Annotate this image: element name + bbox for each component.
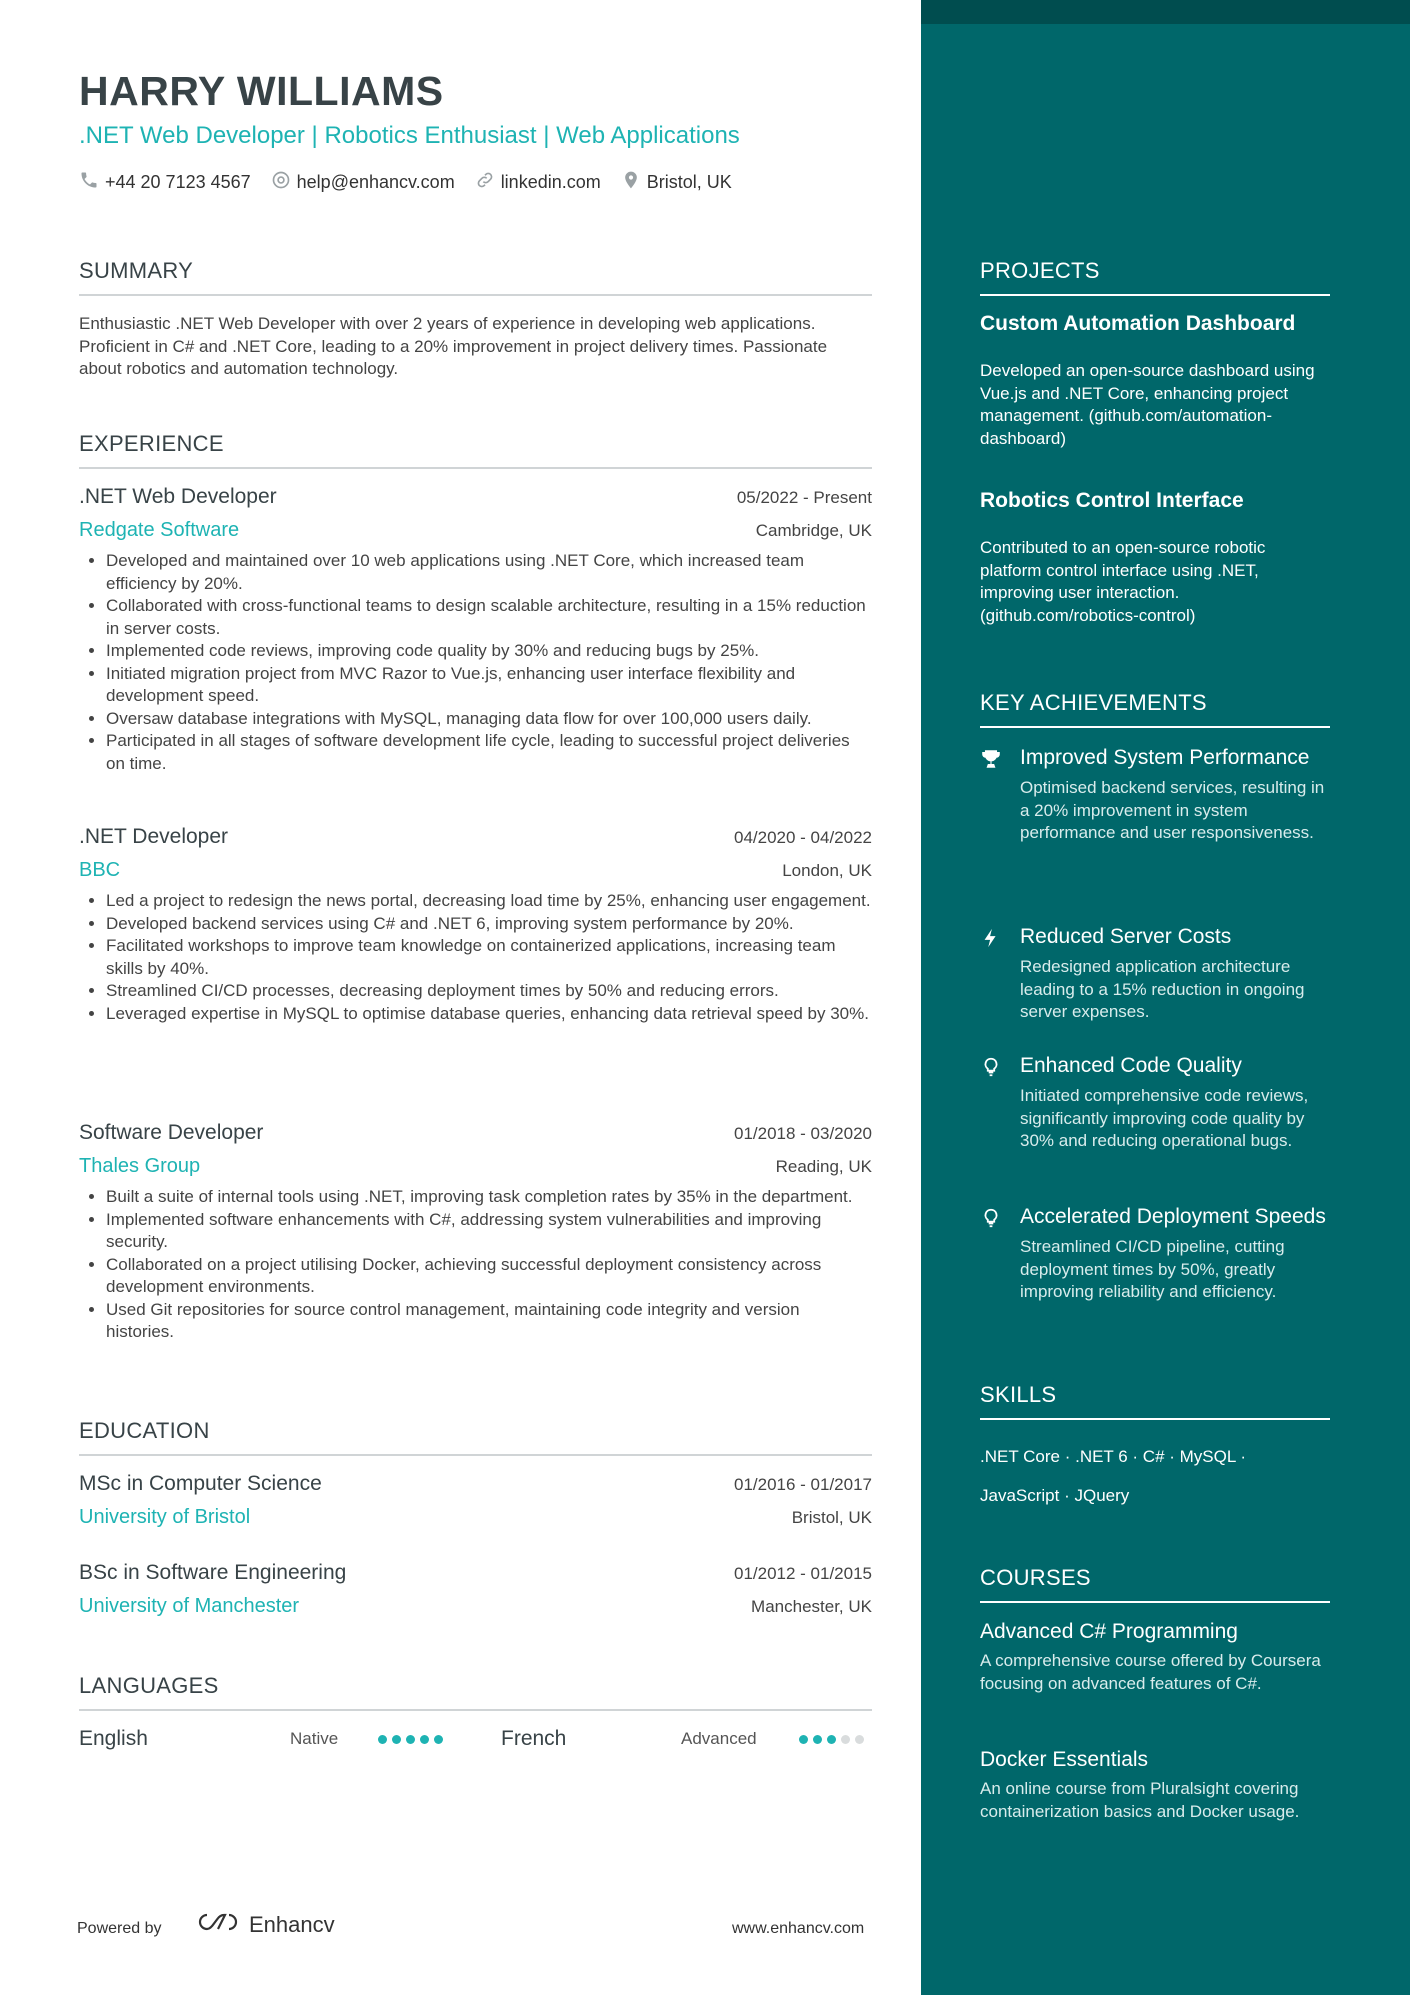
achievement-entry [980,1203,1330,1304]
skills-line: .NET Core · .NET 6 · C# · MySQL · [980,1447,1247,1466]
job-entry [79,485,872,775]
bullet-item: • Implemented software enhancements with C#, addressing system vulnerabilities and improving security. [106,1209,872,1254]
linkedin-text[interactable]: linkedin.com [500,172,601,192]
bullet-item: • Collaborated on a project utilising Docker, achieving successful deployment consistency across development environments. [106,1254,872,1299]
dot-filled [813,1735,822,1744]
course-entry [980,1620,1330,1695]
achievement-entry [980,923,1330,1024]
dot-filled [406,1735,415,1744]
language-name: French [501,1727,567,1750]
language-level: Native [290,1729,339,1748]
language-proficiency-dots [378,1735,443,1744]
bullet-item: • Used Git repositories for source control management, maintaining code integrity and version histories. [106,1299,872,1344]
job-entry [79,825,872,1025]
projects-heading: PROJECTS [980,258,1330,296]
bullet-item: • Initiated migration project from MVC Razor to Vue.js, enhancing user interface flexibility and development speed. [106,663,872,708]
sidebar-column [921,0,1410,1995]
contact-location [621,170,732,195]
contact-bar [79,170,732,195]
skills-line: JavaScript · JQuery [980,1486,1130,1505]
course-description: A comprehensive course offered by Coursera focusing on advanced features of C#. [980,1651,1321,1693]
lightbulb-icon [980,1065,1002,1082]
bullet-item: • Participated in all stages of software development life cycle, leading to successful project deliveries on time. [106,730,872,775]
skills-heading: SKILLS [980,1382,1330,1420]
job-role: .NET Developer [79,825,229,848]
course-title: Advanced C# Programming [980,1620,1238,1643]
job-bullets [79,890,872,1025]
job-date: 01/2018 - 03/2020 [733,1124,872,1143]
job-entry [79,1121,872,1344]
job-company: Thales Group [79,1155,201,1177]
bullet-item: • Facilitated workshops to improve team knowledge on containerized applications, increasing team skills by 40%. [106,935,872,980]
language-entry [501,1727,864,1751]
link-icon [475,170,495,195]
dot-filled [434,1735,443,1744]
language-proficiency-dots [799,1735,864,1744]
email-text[interactable]: help@enhancv.com [296,172,455,192]
achievement-entry [980,1052,1330,1153]
course-title: Docker Essentials [980,1748,1149,1771]
lightning-icon [980,936,1002,953]
achievement-description: Streamlined CI/CD pipeline, cutting deployment times by 50%, greatly improving reliability and efficiency. [1020,1237,1285,1301]
bullet-item: • Built a suite of internal tools using .NET, improving task completion rates by 35% in the department. [106,1186,872,1209]
bullet-item: • Leveraged expertise in MySQL to optimise database queries, enhancing data retrieval speed by 30%. [106,1003,872,1026]
lightbulb-icon [980,1216,1002,1233]
dot-filled [420,1735,429,1744]
education-location: Manchester, UK [751,1597,872,1616]
achievement-entry [980,744,1330,845]
education-heading: EDUCATION [79,1418,872,1456]
project-entry [980,489,1330,627]
education-date: 01/2012 - 01/2015 [733,1564,872,1583]
languages-heading: LANGUAGES [79,1673,872,1711]
education-entry [79,1561,872,1618]
achievement-description: Optimised backend services, resulting in a 20% improvement in system performance and user responsiveness. [1020,778,1325,842]
project-description: Developed an open-source dashboard using Vue.js and .NET Core, enhancing project management. (github.com/automation-dashboard) [980,361,1315,448]
location-text: Bristol, UK [646,172,732,192]
location-pin-icon [621,170,641,195]
courses-heading: COURSES [980,1565,1330,1603]
achievement-title: Reduced Server Costs [1020,925,1232,948]
dot-filled [827,1735,836,1744]
achievement-title: Improved System Performance [1020,746,1310,769]
achievement-description: Redesigned application architecture leading to a 15% reduction in ongoing server expenses. [1020,957,1305,1021]
dot-filled [799,1735,808,1744]
enhancv-logo[interactable] [195,1910,335,1940]
education-degree: BSc in Software Engineering [79,1561,347,1584]
bullet-item: • Led a project to redesign the news portal, decreasing load time by 25%, enhancing user engagement. [106,890,872,913]
education-location: Bristol, UK [791,1508,872,1527]
summary-text: Enthusiastic .NET Web Developer with over 2 years of experience in developing web applications. Proficient in C# and .NET Core, leading to a 20% improvement in project delivery times. Passionate about robotics and automation technology. [79,314,828,378]
job-location: Reading, UK [775,1157,872,1176]
achievement-title: Enhanced Code Quality [1020,1054,1242,1077]
sidebar-top-band [921,0,1410,24]
job-bullets [79,1186,872,1344]
education-degree: MSc in Computer Science [79,1472,322,1495]
powered-by-label: Powered by [77,1920,162,1937]
job-bullets [79,550,872,775]
job-company: Redgate Software [79,519,240,541]
job-role: .NET Web Developer [79,485,277,508]
education-entry [79,1472,872,1529]
contact-linkedin [475,170,601,195]
language-entry [79,1727,443,1751]
bullet-item: • Developed backend services using C# and .NET 6, improving system performance by 20%. [106,913,872,936]
bullet-item: • Oversaw database integrations with MySQL, managing data flow for over 100,000 users daily. [106,708,872,731]
language-name: English [79,1727,148,1750]
dot-filled [392,1735,401,1744]
candidate-name: HARRY WILLIAMS [79,68,444,114]
phone-text[interactable]: +44 20 7123 4567 [105,172,251,192]
project-entry [980,312,1330,450]
infinity-logo-icon [195,1910,241,1940]
contact-phone [79,170,251,195]
job-location: Cambridge, UK [755,521,872,540]
education-school: University of Bristol [79,1506,251,1528]
candidate-title: .NET Web Developer | Robotics Enthusiast | Web Applications [79,122,740,149]
skills-list [980,1437,1330,1515]
contact-email [271,170,455,195]
project-title: Robotics Control Interface [980,489,1244,512]
achievement-description: Initiated comprehensive code reviews, significantly improving code quality by 30% and reducing operational bugs. [1020,1086,1309,1150]
project-title: Custom Automation Dashboard [980,312,1296,335]
dot-empty [841,1735,850,1744]
course-entry [980,1748,1330,1823]
experience-heading: EXPERIENCE [79,431,872,469]
education-date: 01/2016 - 01/2017 [733,1475,872,1494]
bullet-item: • Developed and maintained over 10 web applications using .NET Core, which increased team efficiency by 20%. [106,550,872,595]
brand-name: Enhancv [249,1912,335,1937]
job-location: London, UK [782,861,872,880]
project-description: Contributed to an open-source robotic platform control interface using .NET, improving user interaction. (github.com/robotics-control) [980,538,1266,625]
job-date: 04/2020 - 04/2022 [733,828,872,847]
bullet-item: • Implemented code reviews, improving code quality by 30% and reducing bugs by 25%. [106,640,872,663]
education-school: University of Manchester [79,1595,300,1617]
achievement-title: Accelerated Deployment Speeds [1020,1205,1326,1228]
course-description: An online course from Pluralsight covering containerization basics and Docker usage. [980,1779,1300,1821]
phone-icon [79,170,99,195]
dot-empty [855,1735,864,1744]
job-role: Software Developer [79,1121,264,1144]
footer-url[interactable]: www.enhancv.com [732,1920,865,1937]
job-date: 05/2022 - Present [736,488,872,507]
at-icon [271,170,291,195]
dot-filled [378,1735,387,1744]
job-company: BBC [79,859,121,881]
trophy-icon [980,757,1002,774]
achievements-heading: KEY ACHIEVEMENTS [980,690,1330,728]
bullet-item: • Streamlined CI/CD processes, decreasing deployment times by 50% and reducing errors. [106,980,872,1003]
language-level: Advanced [681,1729,757,1748]
summary-heading: SUMMARY [79,258,872,296]
bullet-item: • Collaborated with cross-functional teams to design scalable architecture, resulting in a 15% reduction in server costs. [106,595,872,640]
